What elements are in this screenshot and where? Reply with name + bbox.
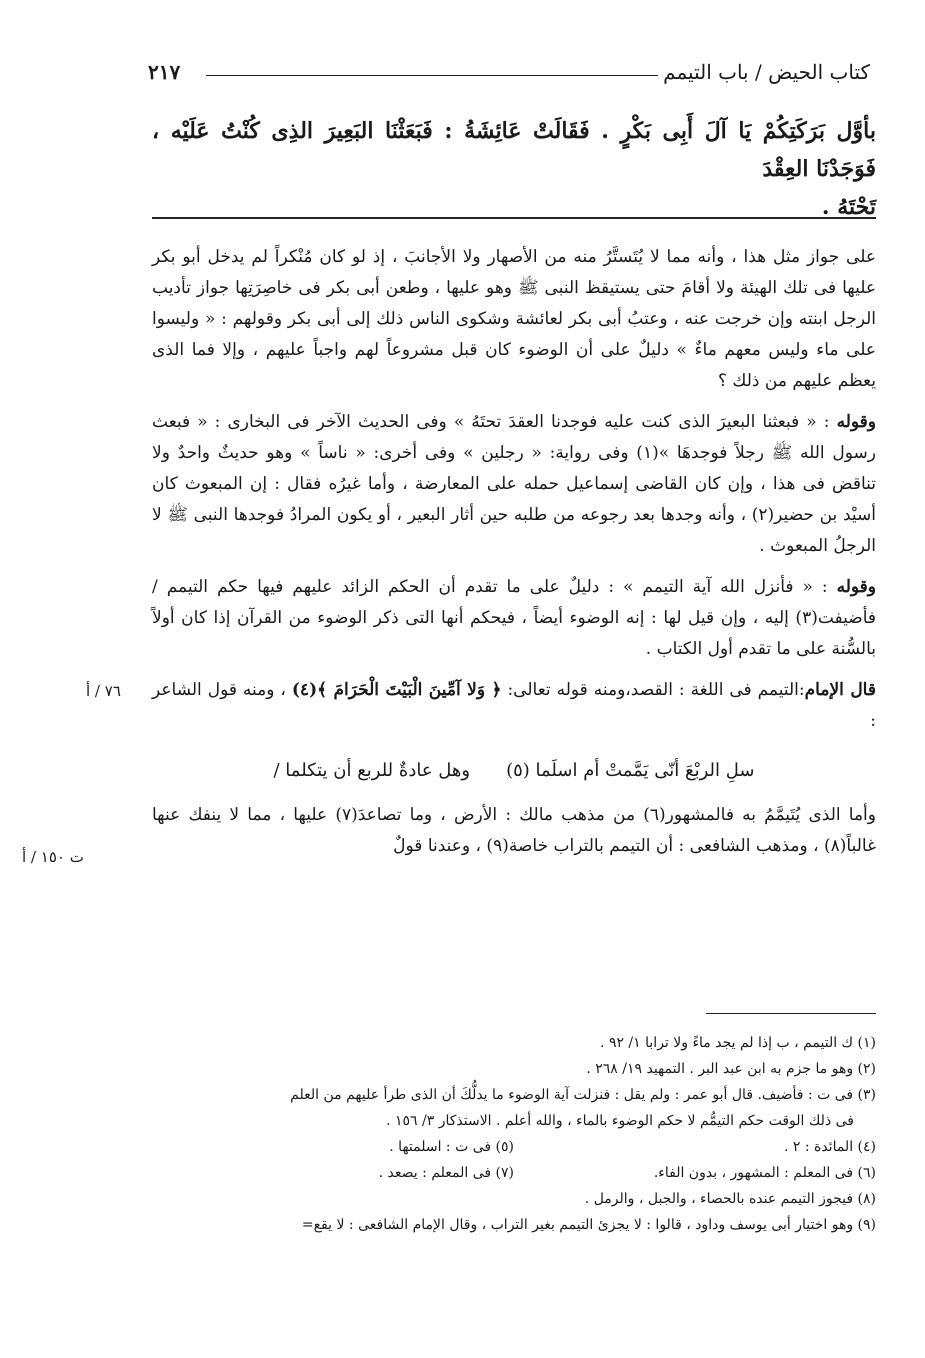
hadith-separator	[152, 217, 876, 219]
footnote: (٨) فيجوز التيمم عنده بالحصاء ، والجبل ، والرمل .	[584, 1191, 876, 1207]
footnote: (٢) وهو ما جزم به ابن عبد البر . التمهيد ١٩/ ٢٦٨ .	[586, 1061, 876, 1077]
hadith-line: بأوَّل بَرَكَتِكُمْ يَا آلَ أَبِى بَكْرٍ . فَقَالَتْ عَائِشَةُ : فَبَعَثْنَا البَعِيرَ الذِى كُنْتُ عَلَيْه ، فَوَجَدْنَا العِقْدَ	[152, 118, 876, 182]
page-number: ٢١٧	[148, 60, 181, 84]
footnote-row	[152, 1134, 876, 1160]
footnote: (٣) فى ت : فأضيف. قال أبو عمر : ولم يقل : فنزلت آية الوضوء ما يدلُّكَ أن الذى طرأ عليهم من العلم	[290, 1087, 876, 1103]
paragraph-lead: قال الإمام	[804, 680, 876, 700]
quran-quote: ﴿ وَلا آمِّينَ الْبَيْتَ الْحَرَامَ ﴾(٤)	[291, 680, 502, 700]
paragraph-text: : « فأنزل الله آية التيمم » : دليلٌ على ما تقدم أن الحكم الزائد عليهم فيها حكم التيمم / فأضيفت(٣) إليه ، وإن قيل لها : إنه الوضوء أيضاً ، فيحكم أنها التى ذكر الوضوء من القرآن إذا كان أولاً بالسُّنة على ما تقدم أول الكتاب .	[152, 577, 876, 659]
footnote: (٧) فى المعلم : يصعد .	[378, 1165, 514, 1181]
poetry-verse	[152, 755, 876, 786]
chapter-title: كتاب الحيض / باب التيمم	[663, 60, 870, 84]
paragraph-lead: وقوله	[836, 412, 877, 432]
running-header	[148, 60, 870, 94]
margin-folio-note: ت ١٥٠ / أ	[22, 848, 84, 866]
commentary	[152, 242, 876, 872]
footnote: (٩) وهو اختيار أبى يوسف وداود ، قالوا : لا يجزئ التيمم بغير التراب ، وقال الإمام الشافعى : لا يقع=	[301, 1217, 876, 1233]
verse-hemistich: وهل عادةٌ للربع أن يتكلما /	[273, 760, 471, 781]
footnote: (٦) فى المعلم : المشهور ، بدون الفاء.	[653, 1165, 876, 1181]
header-rule	[206, 75, 658, 76]
paragraph-text: :التيمم فى اللغة : القصد،ومنه قوله تعالى:	[507, 680, 805, 700]
paragraph-lead: وقوله	[836, 577, 876, 597]
margin-folio-note: ٧٦ / أ	[86, 682, 121, 700]
footnote-continuation: فى ذلك الوقت حكم التيمُّم لا حكم الوضوء بالماء ، والله أعلم . الاستذكار ٣/ ١٥٦ .	[386, 1113, 854, 1129]
commentary-paragraph	[152, 675, 876, 737]
commentary-paragraph	[152, 407, 876, 562]
verse-hemistich: سلِ الربْعَ أنّى يَمَّمتْ أم اسلَما (٥)	[506, 760, 755, 781]
paragraph-text: : « فبعثنا البعيرَ الذى كنت عليه فوجدنا العقدَ تحتَهُ » وفى الحديث الآخر فى البخارى : « فبعث رسول الله ﷺ رجلاً فوجدهَا »(١) وفى رواية: « رجلين » وفى أخرى: « ناساً » وهو حديثٌ واحدٌ ولا تناقض فى هذا ، وإن كان القاضى إسماعيل حمله على المعارضة ، وأما غيرُه فقال : إن المبعوث كان أسيْد بن حضير(٢) ، وأنه وجدها بعد رجوعه من طلبه حين أثار البعير ، أو يكون المرادُ فوجدها النبى ﷺ لا الرجلُ المبعوث .	[152, 412, 876, 556]
footnote-row	[152, 1160, 876, 1186]
hadith-line: تَحْتَهُ .	[821, 194, 876, 220]
hadith-text	[152, 112, 876, 226]
commentary-paragraph: وأما الذى يُتَيمَّمُ به فالمشهور(٦) من مذهب مالك : الأرض ، وما تصاعدَ(٧) عليها ، مما لا ينفك عنها غالباً(٨) ، ومذهب الشافعى : أن التيمم بالتراب خاصة(٩) ، وعندنا قولٌ	[152, 805, 876, 856]
footnote-separator	[706, 1013, 876, 1014]
commentary-paragraph: على جواز مثل هذا ، وأنه مما لا يُتَستَّرُ منه من الأصهار ولا الأجانبَ ، إذ لو كان مُنْكراً لم يدخل أبو بكر عليها فى تلك الهيئة ولا أقامَ حتى يستيقظ النبى ﷺ وهو عليها ، وطعن أبى بكر فى خاصِرَتِها جواز تأديب الرجل ابنته وإن خرجت عنه ، وعتبُ أبى بكر لعائشة وشكوى الناس ذلك إلى أبى بكر وقولهم : « وليسوا على ماء وليس معهم ماءٌ » دليلٌ على أن الوضوء كان قبل مشروعاً لهم واجباً عليهم ، وإلا فما الذى يعظم عليهم من ذلك ؟	[152, 247, 876, 391]
footnote: (٤) المائدة : ٢ .	[783, 1139, 876, 1155]
footnote: (٥) فى ت : اسلمتها .	[389, 1139, 514, 1155]
footnotes	[152, 1030, 876, 1238]
paragraph-text: ، ومنه قول الشاعر :	[152, 680, 876, 731]
commentary-paragraph	[152, 572, 876, 665]
footnote: (١) ك التيمم ، ب إذا لم يجد ماءً ولا ترابا ١/ ٩٢ .	[600, 1035, 876, 1051]
